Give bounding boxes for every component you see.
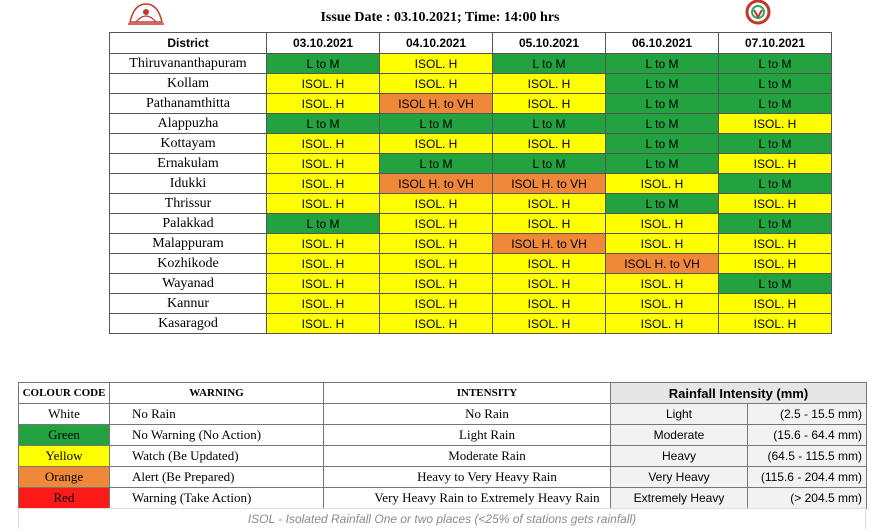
date-header: 05.10.2021 (493, 33, 606, 54)
forecast-cell: ISOL. H (606, 174, 719, 194)
forecast-cell: ISOL. H (719, 294, 832, 314)
legend-row (19, 404, 651, 425)
district-row (110, 94, 832, 114)
forecast-cell: ISOL. H (380, 134, 493, 154)
warning-text: No Rain (110, 404, 324, 425)
district-name: Kasaragod (110, 314, 267, 334)
district-name: Kannur (110, 294, 267, 314)
intensity-text: Light Rain (324, 425, 651, 446)
colour-code-swatch: Yellow (19, 446, 110, 467)
forecast-cell: L to M (606, 54, 719, 74)
forecast-cell: L to M (380, 154, 493, 174)
district-header: District (110, 33, 267, 54)
legend-header-row (19, 383, 651, 404)
date-header: 03.10.2021 (267, 33, 380, 54)
forecast-cell: ISOL. H (380, 314, 493, 334)
district-name: Idukki (110, 174, 267, 194)
forecast-cell: ISOL. H (719, 314, 832, 334)
date-header: 07.10.2021 (719, 33, 832, 54)
forecast-cell: ISOL. H (719, 254, 832, 274)
rainfall-category: Very Heavy (611, 467, 748, 488)
rainfall-category: Moderate (611, 425, 748, 446)
rainfall-header-row (611, 383, 867, 404)
intensity-text: No Rain (324, 404, 651, 425)
forecast-cell: ISOL. H (267, 94, 380, 114)
legend-row (19, 488, 651, 509)
isol-footnote: ISOL - Isolated Rainfall One or two places (<25% of stations gets rainfall) (18, 508, 866, 529)
district-row (110, 134, 832, 154)
forecast-cell: L to M (719, 214, 832, 234)
warning-text: Alert (Be Prepared) (110, 467, 324, 488)
forecast-cell: ISOL. H (493, 74, 606, 94)
district-name: Kottayam (110, 134, 267, 154)
rainfall-range: (64.5 - 115.5 mm) (748, 446, 867, 467)
rainfall-category: Extremely Heavy (611, 488, 748, 509)
intensity-text: Very Heavy Rain to Extremely Heavy Rain (324, 488, 651, 509)
forecast-cell: ISOL. H (380, 234, 493, 254)
colour-code-swatch: Orange (19, 467, 110, 488)
rainfall-row (611, 404, 867, 425)
district-name: Malappuram (110, 234, 267, 254)
forecast-cell: L to M (493, 154, 606, 174)
rainfall-row (611, 488, 867, 509)
district-name: Kollam (110, 74, 267, 94)
forecast-cell: L to M (493, 114, 606, 134)
forecast-cell: ISOL. H (267, 194, 380, 214)
forecast-cell: L to M (606, 134, 719, 154)
district-row (110, 274, 832, 294)
district-row (110, 214, 832, 234)
legend-header-warning: WARNING (110, 383, 324, 404)
forecast-cell: L to M (267, 114, 380, 134)
rainfall-category: Heavy (611, 446, 748, 467)
district-name: Pathanamthitta (110, 94, 267, 114)
forecast-cell: ISOL H. to VH (493, 234, 606, 254)
forecast-cell: L to M (719, 174, 832, 194)
colour-code-legend (18, 382, 651, 509)
colour-code-swatch: Red (19, 488, 110, 509)
forecast-cell: ISOL. H (493, 94, 606, 114)
forecast-header-row (110, 33, 832, 54)
colour-code-swatch: Green (19, 425, 110, 446)
rainfall-range: (115.6 - 204.4 mm) (748, 467, 867, 488)
district-name: Thiruvananthapuram (110, 54, 267, 74)
forecast-cell: ISOL. H (267, 154, 380, 174)
district-name: Alappuzha (110, 114, 267, 134)
forecast-cell: ISOL. H (267, 294, 380, 314)
forecast-cell: L to M (719, 134, 832, 154)
forecast-cell: ISOL. H (719, 114, 832, 134)
rainfall-range: (15.6 - 64.4 mm) (748, 425, 867, 446)
district-row (110, 254, 832, 274)
issue-date: Issue Date : 03.10.2021; Time: 14:00 hrs (320, 10, 560, 25)
district-row (110, 234, 832, 254)
forecast-cell: ISOL H. to VH (380, 94, 493, 114)
forecast-cell: L to M (719, 274, 832, 294)
forecast-cell: L to M (267, 214, 380, 234)
district-name: Thrissur (110, 194, 267, 214)
district-name: Ernakulam (110, 154, 267, 174)
forecast-cell: ISOL. H (380, 294, 493, 314)
rainfall-range: (2.5 - 15.5 mm) (748, 404, 867, 425)
warning-text: Watch (Be Updated) (110, 446, 324, 467)
forecast-cell: ISOL. H (380, 214, 493, 234)
forecast-cell: ISOL. H (267, 314, 380, 334)
district-row (110, 54, 832, 74)
district-row (110, 114, 832, 134)
forecast-cell: L to M (719, 74, 832, 94)
forecast-cell: ISOL. H (493, 294, 606, 314)
date-header: 06.10.2021 (606, 33, 719, 54)
rainfall-title: Rainfall Intensity (mm) (611, 383, 867, 404)
forecast-cell: ISOL. H (267, 134, 380, 154)
forecast-cell: L to M (493, 54, 606, 74)
forecast-cell: ISOL. H (493, 314, 606, 334)
forecast-cell: ISOL. H (719, 154, 832, 174)
rainfall-row (611, 467, 867, 488)
intensity-text: Heavy to Very Heavy Rain (324, 467, 651, 488)
forecast-cell: ISOL. H (267, 74, 380, 94)
date-header: 04.10.2021 (380, 33, 493, 54)
forecast-cell: ISOL. H (493, 254, 606, 274)
forecast-cell: L to M (719, 94, 832, 114)
forecast-cell: ISOL H. to VH (606, 254, 719, 274)
forecast-cell: ISOL. H (606, 314, 719, 334)
legend-row (19, 446, 651, 467)
forecast-cell: ISOL. H (719, 194, 832, 214)
forecast-cell: ISOL. H (267, 174, 380, 194)
forecast-cell: L to M (380, 114, 493, 134)
rainfall-intensity-table (610, 382, 867, 509)
forecast-cell: ISOL. H (493, 134, 606, 154)
warning-text: Warning (Take Action) (110, 488, 324, 509)
forecast-cell: L to M (606, 94, 719, 114)
colour-code-swatch: White (19, 404, 110, 425)
forecast-cell: L to M (606, 154, 719, 174)
rainfall-category: Light (611, 404, 748, 425)
forecast-cell: ISOL H. to VH (380, 174, 493, 194)
forecast-table (109, 32, 832, 334)
district-name: Wayanad (110, 274, 267, 294)
district-row (110, 294, 832, 314)
district-name: Palakkad (110, 214, 267, 234)
district-row (110, 194, 832, 214)
rainfall-row (611, 446, 867, 467)
forecast-cell: L to M (606, 114, 719, 134)
district-row (110, 174, 832, 194)
district-name: Kozhikode (110, 254, 267, 274)
legend-row (19, 425, 651, 446)
forecast-cell: ISOL. H (380, 194, 493, 214)
rainfall-range: (> 204.5 mm) (748, 488, 867, 509)
forecast-cell: ISOL. H (380, 254, 493, 274)
forecast-cell: L to M (719, 54, 832, 74)
legend-header-colour-code: COLOUR CODE (19, 383, 110, 404)
forecast-cell: ISOL. H (493, 274, 606, 294)
forecast-cell: ISOL. H (606, 274, 719, 294)
forecast-cell: ISOL. H (493, 194, 606, 214)
district-row (110, 154, 832, 174)
forecast-cell: ISOL. H (267, 234, 380, 254)
intensity-text: Moderate Rain (324, 446, 651, 467)
forecast-cell: ISOL. H (606, 294, 719, 314)
rainfall-row (611, 425, 867, 446)
forecast-cell: L to M (606, 194, 719, 214)
forecast-cell: ISOL. H (380, 74, 493, 94)
district-row (110, 74, 832, 94)
legend-row (19, 467, 651, 488)
forecast-cell: ISOL. H (380, 54, 493, 74)
warning-text: No Warning (No Action) (110, 425, 324, 446)
forecast-cell: ISOL H. to VH (493, 174, 606, 194)
forecast-cell: L to M (267, 54, 380, 74)
forecast-cell: ISOL. H (606, 234, 719, 254)
district-row (110, 314, 832, 334)
forecast-cell: L to M (606, 74, 719, 94)
forecast-cell: ISOL. H (719, 234, 832, 254)
forecast-cell: ISOL. H (267, 254, 380, 274)
forecast-cell: ISOL. H (267, 274, 380, 294)
forecast-cell: ISOL. H (380, 274, 493, 294)
legend-header-intensity: INTENSITY (324, 383, 651, 404)
forecast-cell: ISOL. H (493, 214, 606, 234)
forecast-cell: ISOL. H (606, 214, 719, 234)
